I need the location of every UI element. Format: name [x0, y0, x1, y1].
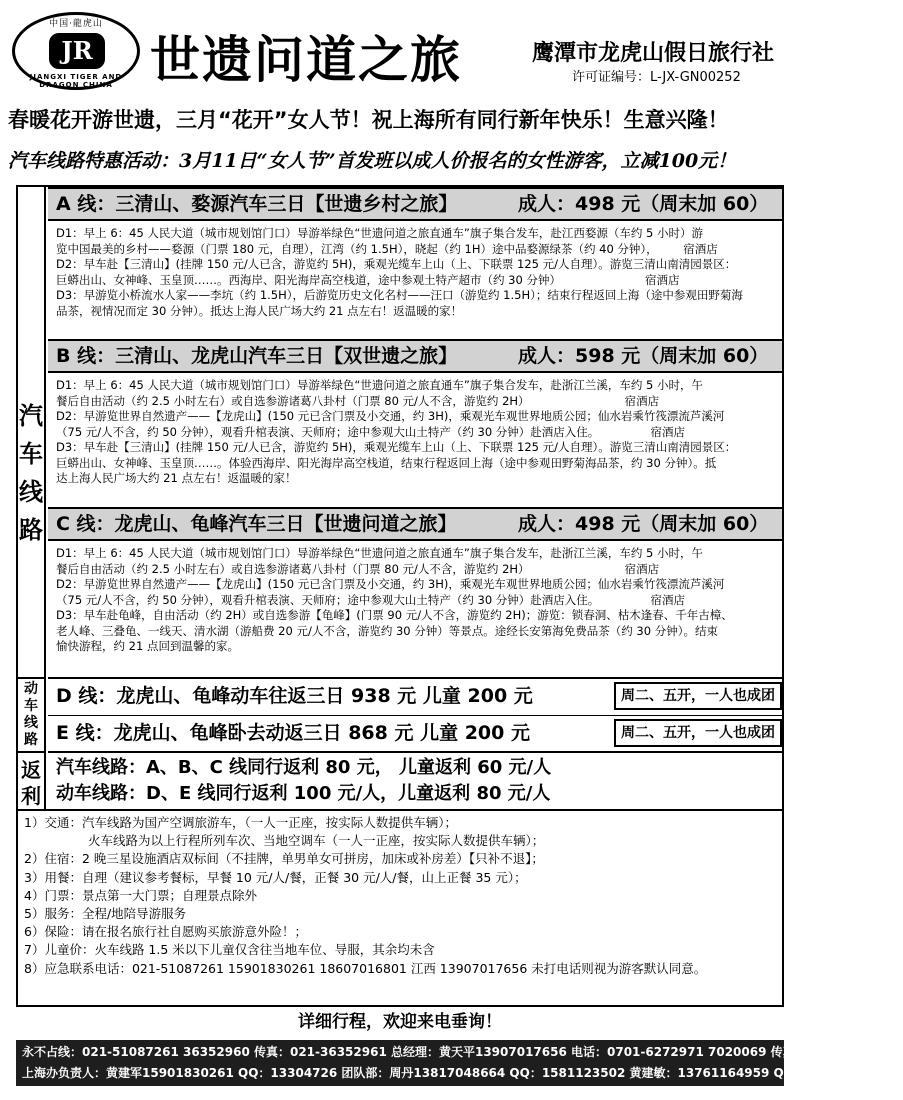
terms-list	[18, 809, 782, 978]
page-title: 世遗问道之旅	[150, 30, 462, 89]
itinerary-line: D1：早上 6：45 人民大道（城市规划馆门口）导游举绿色“世遗问道之旅直通车”旗子集合发车，赴浙江兰溪，车约 5 小时，午	[56, 378, 703, 392]
itinerary-line: 览中国最美的乡村——婺源（门票 180 元，自理），江湾（约 1.5H），晓起（约 1H）途中品婺源绿茶（约 40 分钟）， 宿酒店	[56, 241, 718, 256]
route-a-itinerary	[48, 223, 784, 335]
section-label-rebate-text: 返利	[21, 758, 41, 808]
itinerary-line: D1：早上 6：45 人民大道（城市规划馆门口）导游举绿色“世遗问道之旅直通车”旗子集合发车，赴江西婺源（车约 5 小时）游	[56, 226, 703, 240]
promo-banner: 春暖花开游世遗，三月“花开”女人节！祝上海所有同行新年快乐！生意兴隆！	[8, 108, 729, 132]
route-e-text: E 线：龙虎山、龟峰卧去动返三日 868 元 儿童 200 元	[56, 722, 530, 744]
route-b-title: B 线：三清山、龙虎山汽车三日【双世遗之旅】	[56, 345, 458, 367]
itinerary-line: D3：早游览小桥流水人家——李坑（约 1.5H），后游览历史文化名村——汪口（游览约 1.5H）；结束行程返回上海（途中参观田野菊海	[56, 288, 743, 302]
term-item: 3）用餐：自理（建议参考餐标，早餐 10 元/人/餐，正餐 30 元/人/餐，山上正餐 35 元）；	[24, 869, 527, 885]
logo-top-text: 中国·龍虎山	[49, 19, 103, 29]
route-d-text: D 线：龙虎山、龟峰动车往返三日 938 元 儿童 200 元	[56, 685, 533, 707]
itinerary-line: 品茶，视情况而定 30 分钟）。抵达上海人民广场大约 21 点左右！返温暖的家！	[56, 303, 463, 318]
itinerary-line: D2：早游览世界自然遗产——【龙虎山】(150 元已含门票及小交通，约 3H)，乘观光车观世界地质公园；仙水岩乘竹筏漂流芦溪河	[56, 409, 725, 423]
itinerary-line: D2：早游览世界自然遗产——【龙虎山】(150 元已含门票及小交通，约 3H)，乘观光车观世界地质公园；仙水岩乘竹筏漂流芦溪河	[56, 577, 725, 591]
route-e-row	[48, 715, 784, 752]
itinerary-line: 餐后自由活动（约 2.5 小时左右）或自选参游诸葛八卦村（门票 80 元/人不含，游览约 2H） 宿酒店	[56, 561, 660, 576]
term-item: 6）保险：请在报名旅行社自愿购买旅游意外险！；	[24, 924, 307, 940]
route-b-price: 成人：598 元（周末加 60）	[518, 345, 769, 367]
itinerary-line: 餐后自由活动（约 2.5 小时左右）或自选参游诸葛八卦村（门票 80 元/人不含，游览约 2H） 宿酒店	[56, 393, 660, 408]
itinerary-line: D2：早车赴【三清山】(挂牌 150 元/人已含，游览约 5H)，乘观光缆车上山（上、下联票 125 元/人自理）。游览三清山南清园景区：	[56, 257, 737, 271]
section-label-car	[18, 187, 46, 677]
route-e-schedule-badge: 周二、五开，一人也成团	[614, 719, 782, 747]
route-a-price: 成人：498 元（周末加 60）	[518, 193, 769, 215]
logo-bottom-text: JIANGXI TIGER AND DRAGON CHINA	[29, 73, 123, 89]
section-label-train	[18, 677, 46, 751]
license-number: 许可证编号：L-JX-GN00252	[572, 70, 741, 85]
rebate-line-train: 动车线路：D、E 线同行返利 100 元/人，儿童返利 80 元/人	[56, 783, 551, 804]
section-label-train-text: 动车线路	[24, 681, 38, 748]
itinerary-line: （75 元/人不含，约 50 分钟），观看升棺表演、天师府；途中参观大山土特产（约 30 分钟）赴酒店入住。 宿酒店	[56, 592, 685, 607]
section-label-rebate	[18, 751, 46, 809]
header	[0, 0, 800, 96]
route-a-header	[48, 187, 784, 221]
contact-line-1: 永不占线：021-51087261 36352960 传真：021-36352961 总经理：黄天平13907017656 电话：0701-6272971 7020069 传真：0701-7039567	[22, 1045, 903, 1059]
route-d-row	[48, 678, 784, 715]
term-item: 5）服务：全程/地陪导游服务	[24, 906, 187, 922]
term-item: 7）儿童价：火车线路 1.5 米以下儿童仅含往当地车位、导服，其余均未含	[24, 942, 435, 958]
itinerary-line: 老人峰、三叠龟、一线天、清水湖（游船费 20 元/人不含，游览约 30 分钟）等景点。途经长安第海免费品茶（约 30 分钟）。结束	[56, 623, 718, 638]
agency-logo	[12, 12, 140, 90]
route-c-title: C 线：龙虎山、龟峰汽车三日【世遗问道之旅】	[56, 513, 457, 535]
route-c-itinerary	[48, 543, 784, 673]
rebate-line-car: 汽车线路：A、B、C 线同行返利 80 元， 儿童返利 60 元/人	[56, 757, 552, 778]
term-item: 1）交通：汽车线路为国产空调旅游车，（一人一正座，按实际人数提供车辆）；	[24, 815, 457, 830]
route-d-schedule-badge: 周二、五开，一人也成团	[614, 682, 782, 710]
route-b-header	[48, 339, 784, 373]
term-item: 2）住宿：2 晚三星设施酒店双标间（不挂牌，单男单女可拼房，加床或补房差）【只补不退】；	[24, 851, 544, 867]
itinerary-line: 巨蟒出山、女神峰、玉皇顶……。西海岸、阳光海岸高空栈道，途中参观土特产超市（约 30 分钟） 宿酒店	[56, 272, 680, 287]
route-c-header	[48, 507, 784, 541]
itinerary-table	[16, 185, 784, 1007]
logo-letters: JR	[49, 33, 105, 69]
term-item: 火车线路为以上行程所列车次、当地空调车（一人一正座，按实际人数提供车辆）；	[88, 833, 545, 849]
rebate-info	[48, 753, 784, 807]
itinerary-line: D1：早上 6：45 人民大道（城市规划馆门口）导游举绿色“世遗问道之旅直通车”旗子集合发车，赴浙江兰溪，车约 5 小时，午	[56, 546, 703, 560]
term-item: 4）门票：景点第一大门票；自理景点除外	[24, 887, 257, 903]
term-item: 8）应急联系电话：021-51087261 15901830261 18607016801 江西 13907017656 未打电话则视为游客默认同意。	[24, 960, 707, 976]
itinerary-line: 巨蟒出山、女神峰、玉皇顶……。体验西海岸、阳光海岸高空栈道，结束行程返回上海（途中参观田野菊海品茶，约 30 分钟）。抵	[56, 455, 717, 470]
special-offer-banner: 汽车线路特惠活动：3月11日“女人节”首发班以成人价报名的女性游客，立减100元！	[8, 150, 737, 172]
itinerary-line: D3：早车赴【三清山】(挂牌 150 元/人已含，游览约 5H)，乘观光缆车上山（上、下联票 125 元/人自理）。游览三清山南清园景区：	[56, 440, 737, 454]
itinerary-line: （75 元/人不含，约 50 分钟），观看升棺表演、天师府；途中参观大山土特产（约 30 分钟）赴酒店入住。 宿酒店	[56, 424, 685, 439]
section-label-car-text: 汽车线路	[19, 402, 43, 544]
itinerary-line: 达上海人民广场大约 21 点左右！返温暖的家！	[56, 471, 297, 485]
agency-name: 鹰潭市龙虎山假日旅行社	[532, 40, 775, 66]
route-c-price: 成人：498 元（周末加 60）	[518, 513, 769, 535]
itinerary-line: 愉快游程，约 21 点回到温馨的家。	[56, 639, 239, 653]
contact-line-2: 上海办负责人：黄建军15901830261 QQ：13304726 团队部：周丹13817048664 QQ：1581123502 黄建敏：13761164959 QQ：1462864473	[22, 1066, 890, 1080]
route-b-itinerary	[48, 375, 784, 503]
footer-tagline: 详细行程，欢迎来电垂询！	[298, 1012, 502, 1032]
route-a-title: A 线：三清山、婺源汽车三日【世遗乡村之旅】	[56, 193, 458, 215]
contact-info	[16, 1040, 903, 1086]
itinerary-line: D3：早车赴龟峰，自由活动（约 2H）或自选参游【龟峰】(门票 90 元/人不含，游览约 2H)；游览：锁春洞、枯木逢春、千年古樟、	[56, 608, 733, 622]
